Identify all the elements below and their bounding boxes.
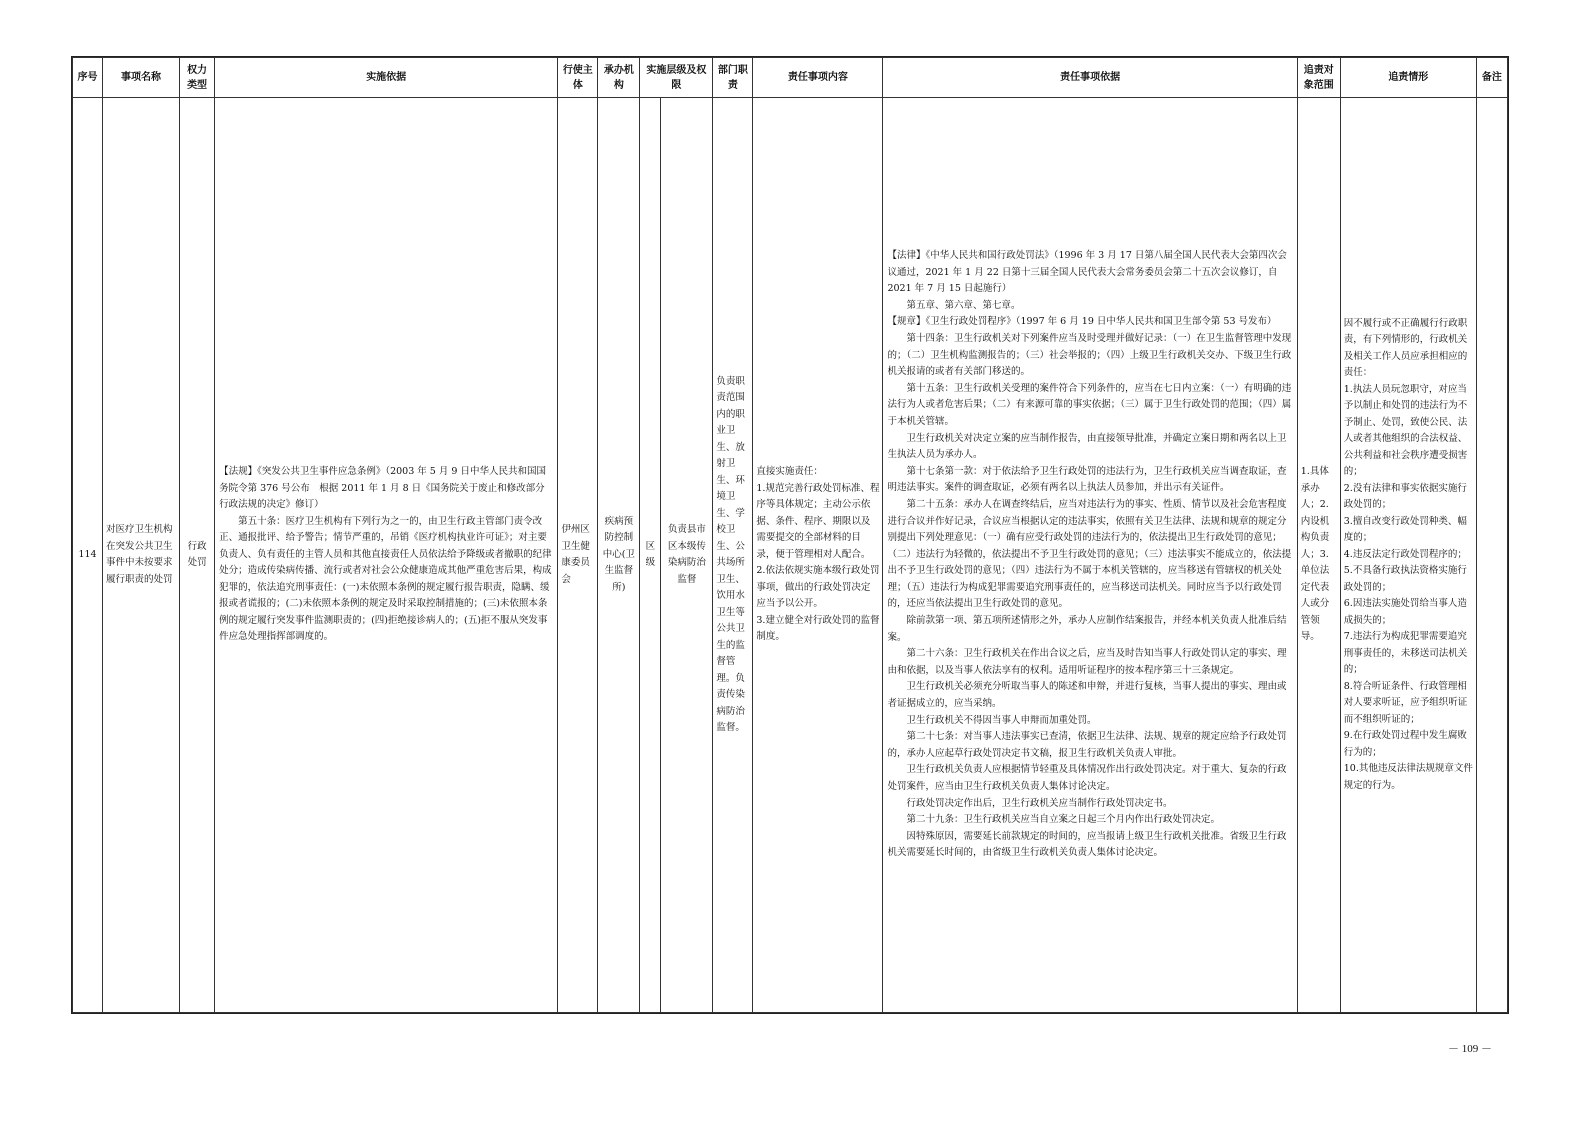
cell-agency: 疾病预防控制中心(卫生监督所) [598, 98, 640, 1013]
resp-basis-paragraph: 第十四条：卫生行政机关对下列案件应当及时受理并做好记录：（一）在卫生监督管理中发现的；（二）卫生机构监测报告的；（三）社会举报的；（四）上级卫生行政机关交办、下级卫生行政机关报请的或者有关部门移送的。 [887, 332, 1292, 378]
table-header-row [73, 58, 1508, 98]
resp-content-line: 2.依法依规实施本级行政处罚事项，做出的行政处罚决定应当予以公开。 [756, 565, 880, 610]
header-seq: 序号 [73, 58, 103, 98]
header-remark: 备注 [1476, 58, 1507, 98]
cell-resp-content [753, 98, 883, 1013]
header-agency: 承办机构 [598, 58, 640, 98]
cell-dept-duty: 负责职责范围内的职业卫生、放射卫生、环境卫生、学校卫生、公共场所卫生、饮用水卫生等公共卫生的监督管理。负责传染病防治监督。 [713, 98, 753, 1013]
resp-basis-paragraph: 卫生行政机关负责人应根据情节轻重及具体情况作出行政处罚决定。对于重大、复杂的行政处罚案件，应当由卫生行政机关负责人集体讨论决定。 [887, 764, 1287, 793]
header-subject: 行使主体 [558, 58, 598, 98]
resp-basis-paragraph: 第二十七条：对当事人违法事实已查清，依据卫生法律、法规、规章的规定应给予行政处罚的，承办人应起草行政处罚决定书文稿，报卫生行政机关负责人审批。 [887, 731, 1287, 759]
resp-content-line: 3.建立健全对行政处罚的监督制度。 [756, 614, 880, 643]
resp-content-line: 直接实施责任： [756, 466, 823, 478]
resp-basis-paragraph: 第十七条第一款：对于依法给予卫生行政处罚的违法行为，卫生行政机关应当调查取证，查明违法事实。案件的调查取证，必须有两名以上执法人员参加，并出示有关证件。 [887, 465, 1287, 494]
header-power-type: 权力类型 [180, 58, 215, 98]
basis-paragraph: 【法规】《突发公共卫生事件应急条例》（2003 年 5 月 9 日中华人民共和国国务院令第 376 号公布 根据 2011 年 1 月 8 日《国务院关于废止和修改部分行政法规的决定》修订） [219, 466, 546, 511]
resp-basis-paragraph: 卫生行政机关必须充分听取当事人的陈述和申辩，并进行复核，当事人提出的事实、理由或者证据成立的，应当采纳。 [887, 681, 1287, 710]
circumstance-line: 5.不具备行政执法资格实施行政处罚的； [1343, 565, 1467, 593]
header-resp-content: 责任事项内容 [753, 58, 883, 98]
header-basis: 实施依据 [215, 58, 558, 98]
circumstance-line: 8.符合听证条件、行政管理相对人要求听证，应予组织听证而不组织听证的； [1343, 680, 1468, 725]
circumstance-line: 6.因违法实施处罚给当事人造成损失的； [1343, 598, 1467, 626]
cell-circumstance [1340, 98, 1476, 1013]
cell-name: 对医疗卫生机构在突发公共卫生事件中未按要求履行职责的处罚 [103, 98, 180, 1013]
resp-content-line: 1.规范完善行政处罚标准、程序等具体规定；主动公示依据、条件、程序、期限以及需要提交的全部材料的目录，便于管理相对人配合。 [756, 482, 880, 560]
circumstance-line: 7.违法行为构成犯罪需要追究刑事责任的，未移送司法机关的； [1343, 631, 1468, 676]
circumstance-line: 9.在行政处罚过程中发生腐败行为的； [1343, 730, 1467, 758]
header-resp-basis: 责任事项依据 [883, 58, 1297, 98]
cell-subject: 伊州区卫生健康委员会 [558, 98, 598, 1013]
cell-level-tier: 区级 [640, 98, 661, 1013]
responsibility-table-sheet [71, 56, 1509, 1014]
header-level: 实施层级及权限 [640, 58, 713, 98]
header-circumstance: 追责情形 [1340, 58, 1476, 98]
resp-basis-paragraph: 【规章】《卫生行政处罚程序》（1997 年 6 月 19 日中华人民共和国卫生部令第 53 号发布） [887, 316, 1277, 328]
resp-basis-paragraph: 因特殊原因，需要延长前款规定的时间的，应当报请上级卫生行政机关批准。省级卫生行政机关需要延长时间的，由省级卫生行政机关负责人集体讨论决定。 [887, 830, 1287, 859]
resp-basis-paragraph: 第五章、第六章、第七章。 [906, 299, 1021, 311]
header-name: 事项名称 [103, 58, 180, 98]
circumstance-line: 1.执法人员玩忽职守，对应当予以制止和处罚的违法行为不予制止、处罚，致使公民、法人或者其他组织的合法权益、公共利益和社会秩序遭受损害的； [1343, 383, 1468, 478]
resp-basis-paragraph: 第二十五条：承办人在调查终结后，应当对违法行为的事实、性质、情节以及社会危害程度进行合议并作好记录，合议应当根据认定的违法事实，依照有关卫生法律、法规和规章的规定分别提出下列处理意见：（一）确有应受行政处罚的违法行为的，依法提出卫生行政处罚的意见；（二）违法行为轻微的，依法提出不予卫生行政处罚的意见；（三）违法事实不能成立的，依法提出不予卫生行政处罚的意见；（四）违法行为不属于本机关管辖的，应当移送有管辖权的机关处理；（五）违法行为构成犯罪需要追究刑事责任的，应当移送司法机关。同时应当予以行政处罚的，还应当依法提出卫生行政处罚的意见。 [887, 498, 1292, 610]
resp-basis-paragraph: 卫生行政机关不得因当事人申辩而加重处罚。 [906, 714, 1097, 726]
cell-remark [1476, 98, 1507, 1013]
resp-basis-paragraph: 第二十九条：卫生行政机关应当自立案之日起三个月内作出行政处罚决定。 [906, 814, 1220, 826]
header-dept-duty: 部门职责 [713, 58, 753, 98]
basis-paragraph: 第五十条：医疗卫生机构有下列行为之一的，由卫生行政主管部门责令改正、通报批评、给予警告；情节严重的，吊销《医疗机构执业许可证》；对主要负责人、负有责任的主管人员和其他直接责任人员依法给予降级或者撤职的纪律处分；造成传染病传播、流行或者对社会公众健康造成其他严重危害后果，构成犯罪的，依法追究刑事责任：(一)未依照本条例的规定履行报告职责，隐瞒、缓报或者谎报的；(二)未依照本条例的规定及时采取控制措施的；(三)未依照本条例的规定履行突发事件监测职责的；(四)拒绝接诊病人的；(五)拒不服从突发事件应急处理指挥部调度的。 [219, 515, 552, 643]
circumstance-line: 2.没有法律和事实依据实施行政处罚的； [1343, 482, 1467, 511]
table-row [73, 98, 1508, 1013]
resp-basis-paragraph: 卫生行政机关对决定立案的应当制作报告，由直接领导批准，并确定立案日期和两名以上卫生执法人员为承办人。 [887, 432, 1287, 461]
responsibility-table [72, 57, 1508, 1013]
resp-basis-paragraph: 除前款第一项、第五项所述情形之外，承办人应制作结案报告，并经本机关负责人批准后结案。 [887, 615, 1287, 643]
resp-basis-paragraph: 【法律】《中华人民共和国行政处罚法》（1996 年 3 月 17 日第八届全国人民代表大会第四次会议通过，2021 年 1 月 22 日第十三届全国人民代表大会常务委员会第二十五次会议修订，自 2021 年 7 月 15 日起施行） [887, 250, 1287, 295]
circumstance-line: 4.违反法定行政处罚程序的； [1343, 548, 1467, 560]
cell-resp-basis [883, 98, 1297, 1013]
cell-basis [215, 98, 558, 1013]
resp-basis-paragraph: 第二十六条：卫生行政机关在作出合议之后，应当及时告知当事人行政处罚认定的事实、理由和依据，以及当事人依法享有的权利。适用听证程序的按本程序第三十三条规定。 [887, 648, 1287, 676]
cell-level-scope: 负责县市区本级传染病防治监督 [661, 98, 713, 1013]
circumstance-line: 因不履行或不正确履行行政职责，有下列情形的，行政机关及相关工作人员应承担相应的责任： [1343, 317, 1468, 379]
page-number: － 109 － [1448, 1043, 1492, 1055]
header-scope: 追责对象范围 [1297, 58, 1340, 98]
resp-basis-paragraph: 第十五条：卫生行政机关受理的案件符合下列条件的，应当在七日内立案：（一）有明确的违法行为人或者危害后果；（二）有来源可靠的事实依据；（三）属于卫生行政处罚的范围；（四）属于本机关管辖。 [887, 382, 1292, 427]
cell-scope: 1.具体承办人；2.内设机构负责人；3.单位法定代表人或分管领导。 [1297, 98, 1340, 1013]
cell-seq: 114 [73, 98, 103, 1013]
circumstance-line: 3.擅自改变行政处罚种类、幅度的； [1343, 515, 1467, 544]
cell-power-type: 行政处罚 [180, 98, 215, 1013]
circumstance-line: 10.其他违反法律法规规章文件规定的行为。 [1343, 763, 1473, 791]
resp-basis-paragraph: 行政处罚决定作出后，卫生行政机关应当制作行政处罚决定书。 [906, 797, 1173, 809]
